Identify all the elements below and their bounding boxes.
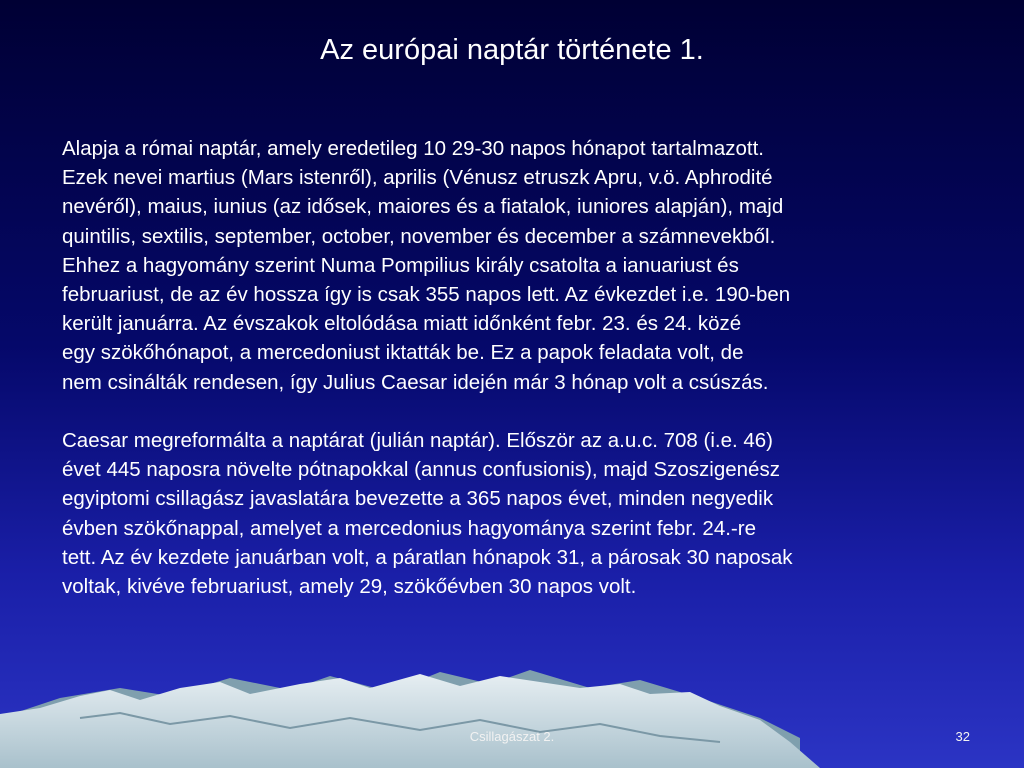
slide-body	[62, 134, 992, 601]
mountain-range-decoration	[0, 658, 1024, 768]
footer-page-number: 32	[955, 729, 970, 744]
paragraph-julian-reform: Caesar megreformálta a naptárat (julián naptár). Először az a.u.c. 708 (i.e. 46) évet 445 naposra növelte pótnapokkal (annus confusionis), majd Szoszigenész egyiptomi csillagász javaslatára bevezette a 365 napos évet, minden negyedik évben szökőnappal, amelyet a mercedonius hagyománya szerint febr. 24.-re tett. Az év kezdete januárban volt, a páratlan hónapok 31, a párosak 30 naposak voltak, kivéve februariust, amely 29, szökőévben 30 napos volt.	[62, 429, 793, 599]
paragraph-roman-calendar: Alapja a római naptár, amely eredetileg 10 29-30 napos hónapot tartalmazott. Ezek nevei martius (Mars istenről), aprilis (Vénusz etruszk Apru, v.ö. Aphrodité nevéről), maius, iunius (az idősek, maiores és a fiatalok, iuniores alapján), majd quintilis, sextilis, september, october, november és december a számnevekből. Ehhez a hagyomány szerint Numa Pompilius király csatolta a ianuariust és februariust, de az év hossza így is csak 355 napos lett. Az évkezdet i.e. 190-ben került januárra. Az évszakok eltolódása miatt időnként febr. 23. és 24. közé egy szökőhónapot, a mercedoniust iktatták be. Ez a papok feladata volt, de nem csinálták rendesen, így Julius Caesar idején már 3 hónap volt a csúszás.	[62, 137, 791, 394]
footer-course-title: Csillagászat 2.	[469, 729, 555, 744]
mountain-front-range	[0, 674, 820, 768]
slide-title: Az európai naptár története 1.	[320, 34, 704, 66]
